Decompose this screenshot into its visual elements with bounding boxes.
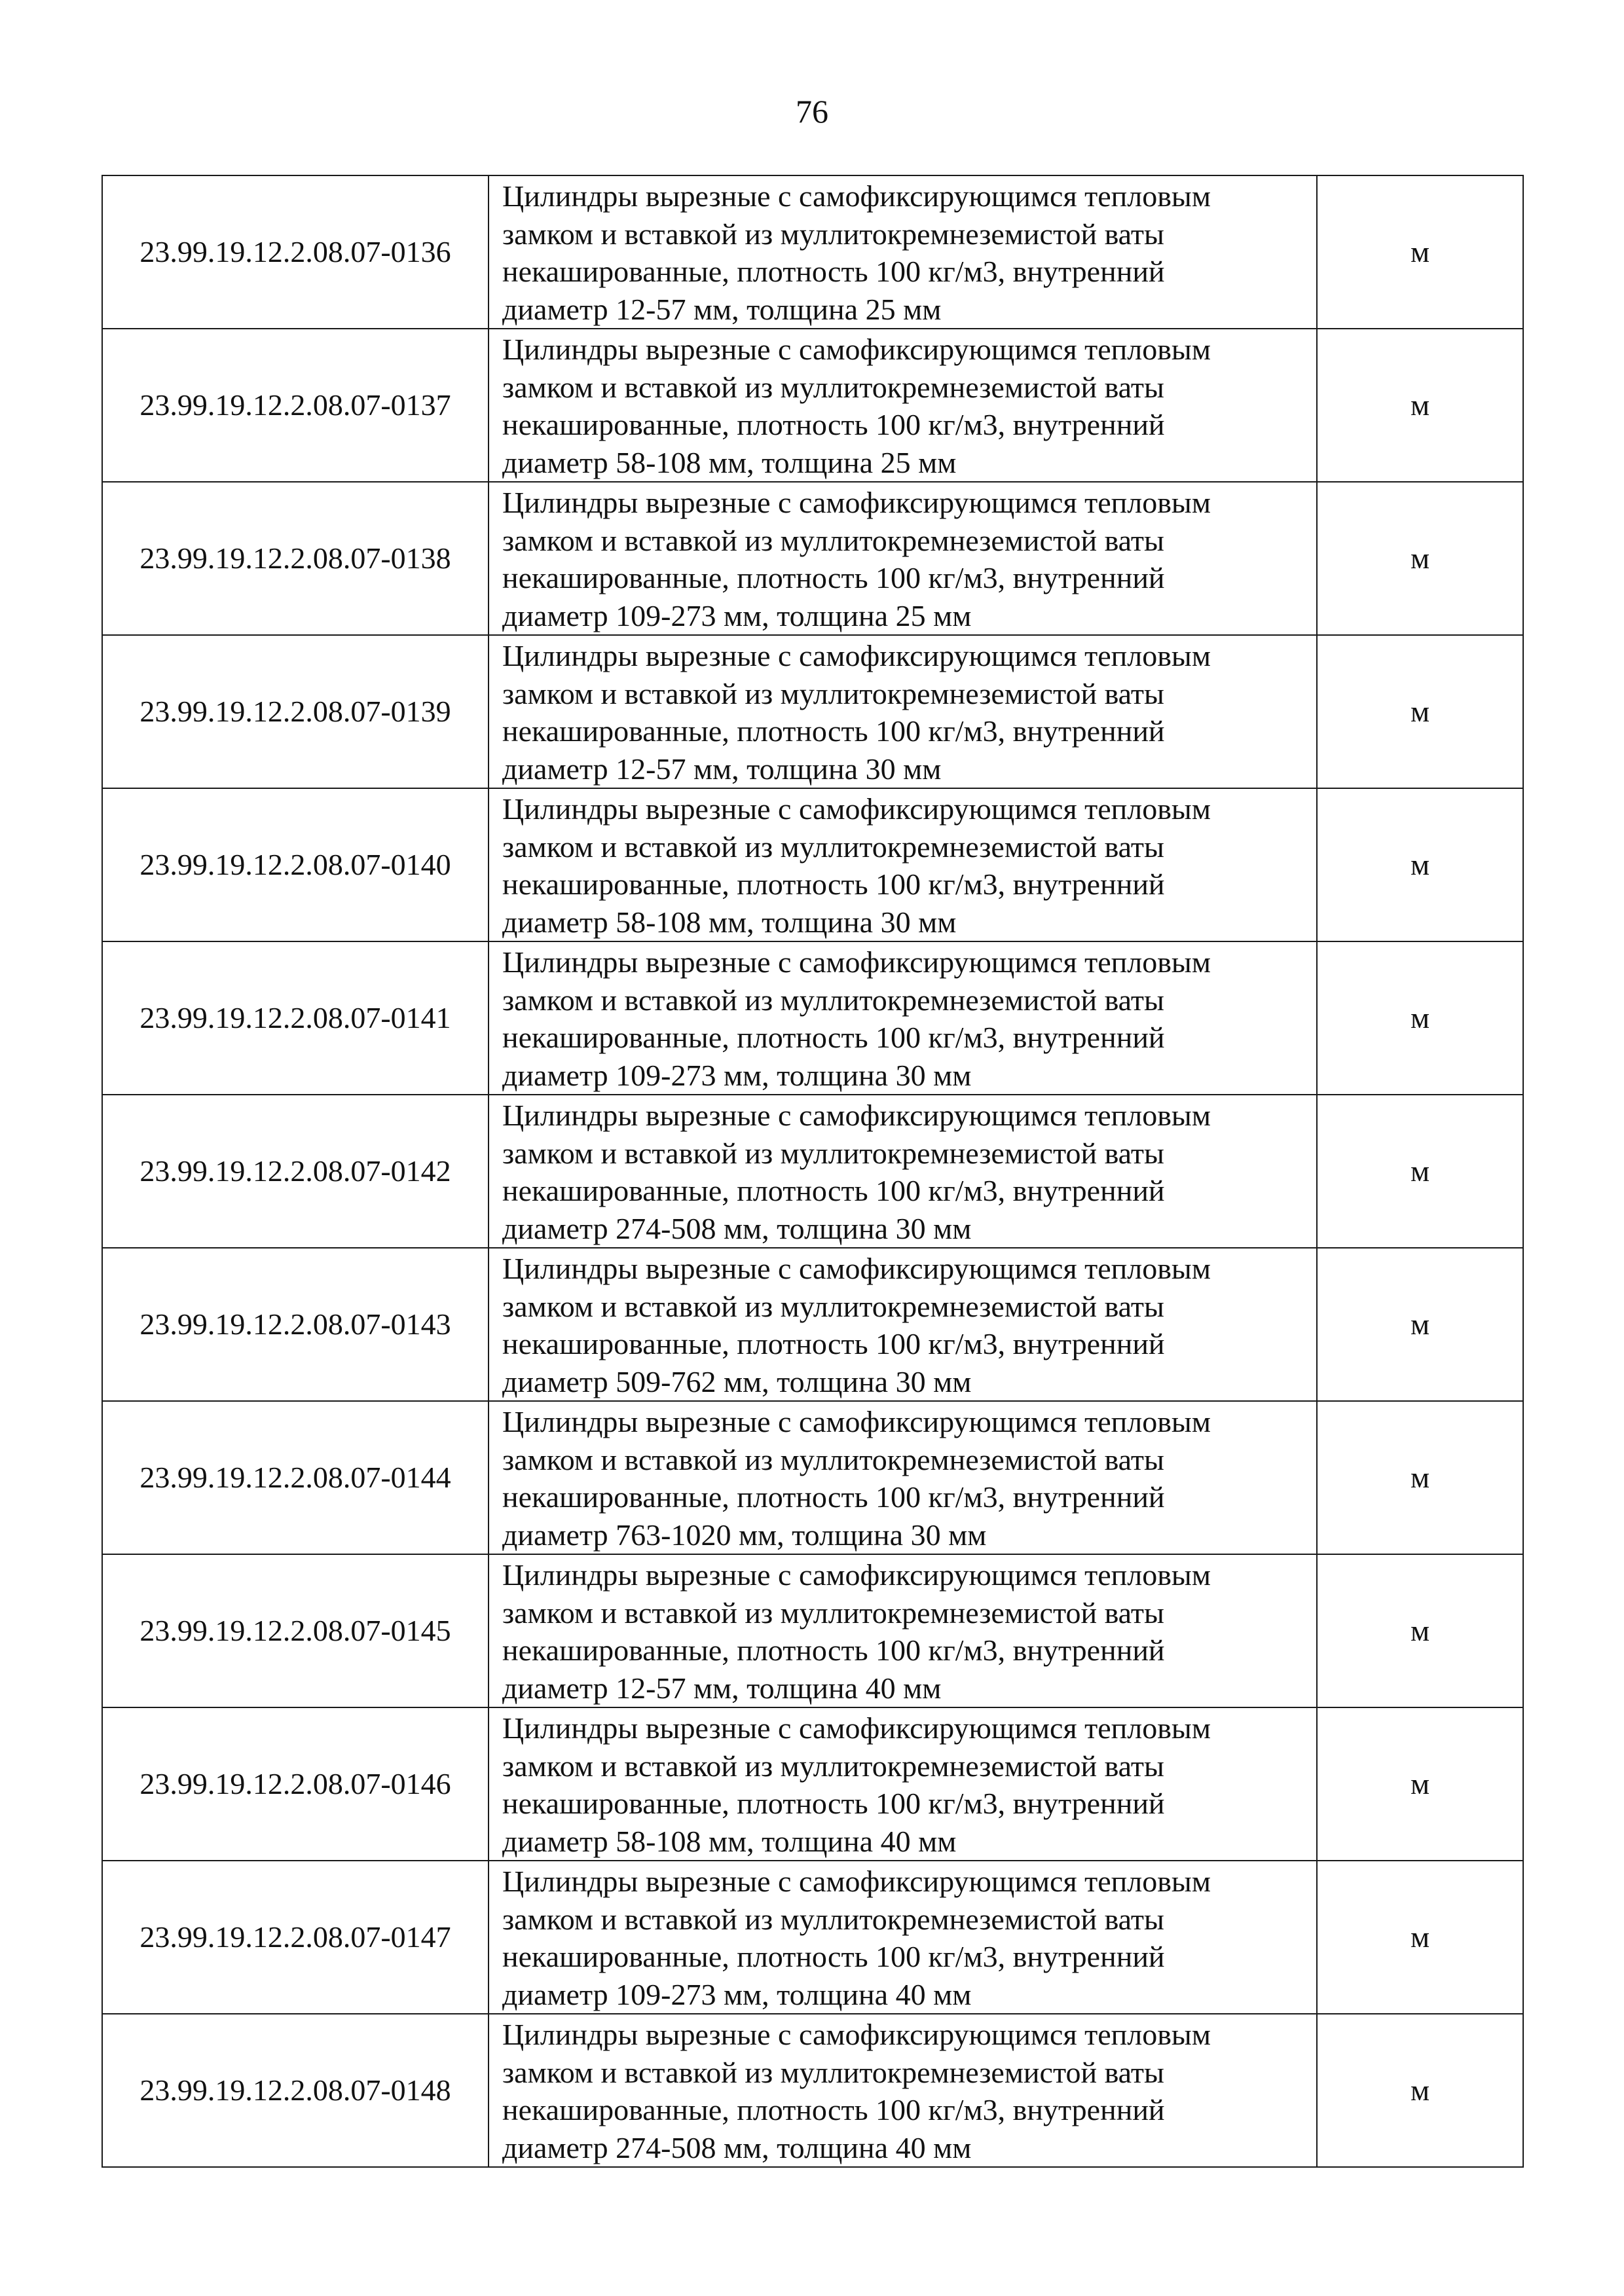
unit-of-measure: м: [1317, 788, 1523, 941]
description-line: некашированные, плотность 100 кг/м3, внутренний: [502, 561, 1165, 594]
description-line: Цилиндры вырезные с самофиксирующимся тепловым: [502, 2018, 1211, 2051]
description-line: Цилиндры вырезные с самофиксирующимся тепловым: [502, 792, 1211, 826]
resource-description: [489, 2014, 1317, 2167]
unit-of-measure: м: [1317, 329, 1523, 482]
table-row: [102, 941, 1523, 1095]
unit-of-measure: м: [1317, 2014, 1523, 2167]
description-line: диаметр 509-762 мм, толщина 30 мм: [502, 1364, 972, 1398]
description-line: замком и вставкой из муллитокремнеземистой ваты: [502, 217, 1164, 251]
resource-code: 23.99.19.12.2.08.07-0139: [102, 635, 489, 788]
description-line: Цилиндры вырезные с самофиксирующимся тепловым: [502, 1405, 1211, 1438]
resource-description: [489, 788, 1317, 941]
materials-table: [101, 175, 1524, 2168]
description-line: диаметр 109-273 мм, толщина 25 мм: [502, 598, 972, 632]
description-line: Цилиндры вырезные с самофиксирующимся тепловым: [502, 945, 1211, 979]
unit-of-measure: м: [1317, 1401, 1523, 1554]
unit-of-measure: м: [1317, 941, 1523, 1095]
description-line: замком и вставкой из муллитокремнеземистой ваты: [502, 1442, 1164, 1476]
unit-of-measure: м: [1317, 175, 1523, 329]
resource-description: [489, 635, 1317, 788]
description-line: замком и вставкой из муллитокремнеземистой ваты: [502, 370, 1164, 404]
table-row: [102, 1248, 1523, 1401]
description-line: диаметр 109-273 мм, толщина 40 мм: [502, 1977, 972, 2011]
description-line: некашированные, плотность 100 кг/м3, внутренний: [502, 1327, 1165, 1360]
resource-description: [489, 941, 1317, 1095]
description-line: замком и вставкой из муллитокремнеземистой ваты: [502, 1902, 1164, 1936]
unit-of-measure: м: [1317, 1554, 1523, 1707]
description-line: замком и вставкой из муллитокремнеземистой ваты: [502, 1749, 1164, 1783]
resource-code: 23.99.19.12.2.08.07-0145: [102, 1554, 489, 1707]
description-line: некашированные, плотность 100 кг/м3, внутренний: [502, 1633, 1165, 1667]
table-row: [102, 1095, 1523, 1248]
description-line: диаметр 274-508 мм, толщина 30 мм: [502, 1211, 972, 1245]
description-line: Цилиндры вырезные с самофиксирующимся тепловым: [502, 1711, 1211, 1745]
description-line: диаметр 12-57 мм, толщина 25 мм: [502, 292, 942, 326]
description-line: Цилиндры вырезные с самофиксирующимся тепловым: [502, 1099, 1211, 1132]
resource-code: 23.99.19.12.2.08.07-0140: [102, 788, 489, 941]
description-line: Цилиндры вырезные с самофиксирующимся тепловым: [502, 486, 1211, 519]
resource-code: 23.99.19.12.2.08.07-0142: [102, 1095, 489, 1248]
resource-code: 23.99.19.12.2.08.07-0148: [102, 2014, 489, 2167]
description-line: замком и вставкой из муллитокремнеземистой ваты: [502, 676, 1164, 710]
unit-of-measure: м: [1317, 1707, 1523, 1861]
resource-code: 23.99.19.12.2.08.07-0144: [102, 1401, 489, 1554]
description-line: некашированные, плотность 100 кг/м3, внутренний: [502, 1940, 1165, 1973]
description-line: замком и вставкой из муллитокремнеземистой ваты: [502, 829, 1164, 864]
unit-of-measure: м: [1317, 482, 1523, 635]
description-line: замком и вставкой из муллитокремнеземистой ваты: [502, 1136, 1164, 1170]
resource-code: 23.99.19.12.2.08.07-0143: [102, 1248, 489, 1401]
description-line: диаметр 58-108 мм, толщина 30 мм: [502, 905, 957, 939]
description-line: Цилиндры вырезные с самофиксирующимся тепловым: [502, 1252, 1211, 1285]
description-line: некашированные, плотность 100 кг/м3, внутренний: [502, 714, 1165, 748]
resource-description: [489, 482, 1317, 635]
resource-description: [489, 1248, 1317, 1401]
description-line: замком и вставкой из муллитокремнеземистой ваты: [502, 523, 1164, 557]
table-row: [102, 329, 1523, 482]
description-line: замком и вставкой из муллитокремнеземистой ваты: [502, 983, 1164, 1017]
description-line: некашированные, плотность 100 кг/м3, внутренний: [502, 1787, 1165, 1820]
resource-code: 23.99.19.12.2.08.07-0141: [102, 941, 489, 1095]
table-row: [102, 175, 1523, 329]
description-line: некашированные, плотность 100 кг/м3, внутренний: [502, 2093, 1165, 2126]
description-line: замком и вставкой из муллитокремнеземистой ваты: [502, 1595, 1164, 1630]
description-line: замком и вставкой из муллитокремнеземистой ваты: [502, 1289, 1164, 1323]
resource-description: [489, 1095, 1317, 1248]
table-body: [102, 175, 1523, 2167]
description-line: диаметр 12-57 мм, толщина 40 мм: [502, 1671, 942, 1705]
description-line: диаметр 274-508 мм, толщина 40 мм: [502, 2130, 972, 2164]
table-row: [102, 1401, 1523, 1554]
description-line: Цилиндры вырезные с самофиксирующимся тепловым: [502, 179, 1211, 213]
resource-description: [489, 1401, 1317, 1554]
table-row: [102, 1554, 1523, 1707]
description-line: некашированные, плотность 100 кг/м3, внутренний: [502, 255, 1165, 288]
description-line: Цилиндры вырезные с самофиксирующимся тепловым: [502, 1558, 1211, 1592]
table-row: [102, 1861, 1523, 2014]
table-row: [102, 1707, 1523, 1861]
description-line: Цилиндры вырезные с самофиксирующимся тепловым: [502, 1865, 1211, 1898]
description-line: диаметр 109-273 мм, толщина 30 мм: [502, 1058, 972, 1092]
resource-description: [489, 1554, 1317, 1707]
table-row: [102, 2014, 1523, 2167]
table-row: [102, 482, 1523, 635]
resource-description: [489, 1861, 1317, 2014]
unit-of-measure: м: [1317, 635, 1523, 788]
unit-of-measure: м: [1317, 1861, 1523, 2014]
description-line: диаметр 763-1020 мм, толщина 30 мм: [502, 1518, 987, 1552]
table-row: [102, 635, 1523, 788]
page-number: 76: [796, 93, 828, 130]
description-line: некашированные, плотность 100 кг/м3, внутренний: [502, 408, 1165, 441]
resource-code: 23.99.19.12.2.08.07-0138: [102, 482, 489, 635]
description-line: некашированные, плотность 100 кг/м3, внутренний: [502, 867, 1165, 901]
unit-of-measure: м: [1317, 1248, 1523, 1401]
description-line: диаметр 58-108 мм, толщина 25 мм: [502, 445, 957, 479]
resource-description: [489, 329, 1317, 482]
resource-code: 23.99.19.12.2.08.07-0146: [102, 1707, 489, 1861]
unit-of-measure: м: [1317, 1095, 1523, 1248]
description-line: некашированные, плотность 100 кг/м3, внутренний: [502, 1480, 1165, 1514]
description-line: Цилиндры вырезные с самофиксирующимся тепловым: [502, 333, 1211, 366]
resource-description: [489, 175, 1317, 329]
description-line: диаметр 58-108 мм, толщина 40 мм: [502, 1824, 957, 1858]
resource-code: 23.99.19.12.2.08.07-0136: [102, 175, 489, 329]
description-line: некашированные, плотность 100 кг/м3, внутренний: [502, 1021, 1165, 1054]
description-line: некашированные, плотность 100 кг/м3, внутренний: [502, 1174, 1165, 1207]
table-row: [102, 788, 1523, 941]
description-line: диаметр 12-57 мм, толщина 30 мм: [502, 752, 942, 786]
resource-code: 23.99.19.12.2.08.07-0137: [102, 329, 489, 482]
description-line: замком и вставкой из муллитокремнеземистой ваты: [502, 2055, 1164, 2089]
description-line: Цилиндры вырезные с самофиксирующимся тепловым: [502, 639, 1211, 672]
resource-description: [489, 1707, 1317, 1861]
resource-code: 23.99.19.12.2.08.07-0147: [102, 1861, 489, 2014]
